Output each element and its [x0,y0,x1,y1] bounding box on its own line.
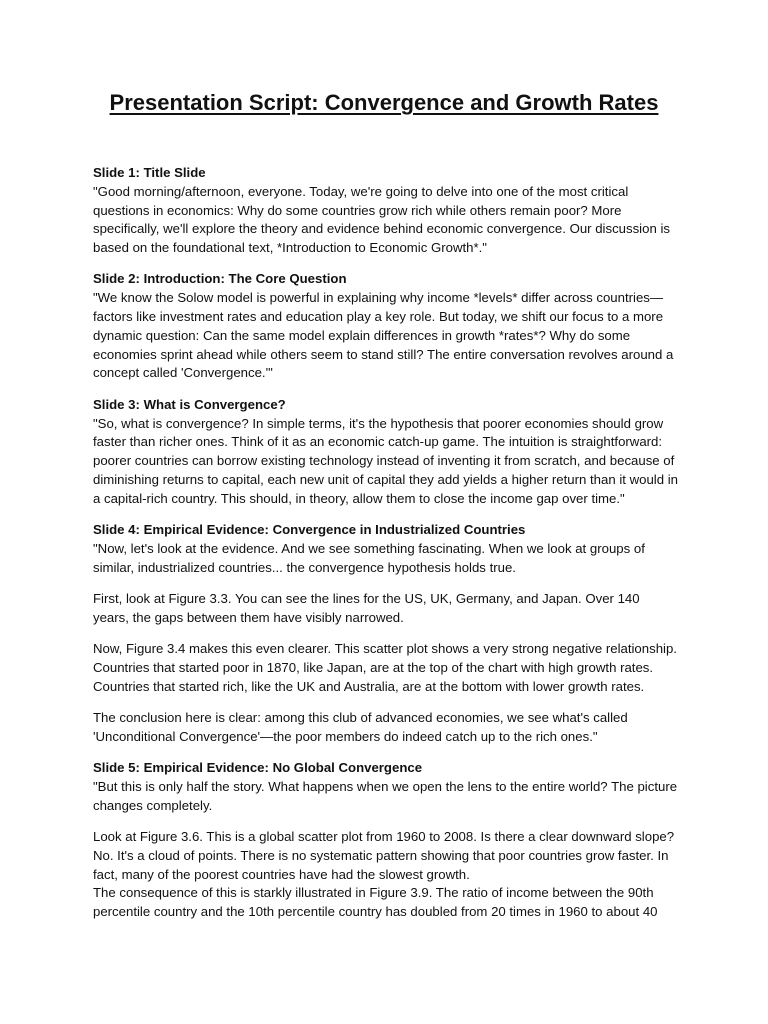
section-paragraph: Now, Figure 3.4 makes this even clearer. This scatter plot shows a very strong negative relationship. Countries that started poor in 1870, like Japan, are at the top of the chart with high growth rates. Countries that started rich, like the UK and Australia, are at the bottom with lower growth rates. [93,641,677,694]
section-paragraph: "But this is only half the story. What happens when we open the lens to the entire world? The picture changes completely. [93,778,678,813]
document-body [93,164,678,934]
section-paragraph: "We know the Solow model is powerful in explaining why income *levels* differ across countries—factors like investment rates and education play a key role. But today, we shift our focus to a more dynamic question: Can the same model explain differences in growth *rates*? Why do some economies sprint ahead while others seem to stand still? The entire conversation revolves around a concept called 'Convergence.'" [93,290,674,381]
section-slide-1 [93,164,678,258]
section-heading: Slide 5: Empirical Evidence: No Global Convergence [93,760,423,776]
section-paragraph: The conclusion here is clear: among this club of advanced economies, we see what's called 'Unconditional Convergence'—the poor members do indeed catch up to the rich ones." [93,709,628,744]
section-paragraph: Look at Figure 3.6. This is a global scatter plot from 1960 to 2008. Is there a clear downward slope? No. It's a cloud of points. There is no systematic pattern showing that poor countries grow faster. In fact, many of the poorest countries have had the slowest growth. [93,828,675,882]
section-slide-5 [93,759,678,922]
section-slide-3 [93,396,678,509]
section-paragraph: "So, what is convergence? In simple terms, it's the hypothesis that poorer economies should grow faster than richer ones. Think of it as an economic catch-up game. The intuition is straightforward: poorer countries can borrow existing technology instead of inventing it from scratch, and because of diminishing returns to capital, each new unit of capital they add yields a higher return than it would in a capital-rich country. This should, in theory, allow them to close the income gap over time." [93,415,678,506]
section-slide-2 [93,270,678,383]
section-paragraph: "Good morning/afternoon, everyone. Today, we're going to delve into one of the most critical questions in economics: Why do some countries grow rich while others remain poor? More specifically, we'll explore the theory and evidence behind economic convergence. Our discussion is based on the foundational text, *Introduction to Economic Growth*." [93,183,670,256]
section-heading: Slide 4: Empirical Evidence: Convergence in Industrialized Countries [93,522,526,538]
document-title [0,88,768,118]
section-heading: Slide 1: Title Slide [93,165,206,180]
section-paragraph: First, look at Figure 3.3. You can see the lines for the US, UK, Germany, and Japan. Over 140 years, the gaps between them have visibly narrowed. [93,590,640,625]
section-paragraph: "Now, let's look at the evidence. And we see something fascinating. When we look at groups of similar, industrialized countries... the convergence hypothesis holds true. [93,540,645,575]
section-heading: Slide 2: Introduction: The Core Question [93,271,347,287]
document-title-text: Presentation Script: Convergence and Growth Rates [109,90,659,115]
section-heading: Slide 3: What is Convergence? [93,396,286,412]
section-slide-4 [93,521,678,746]
section-paragraph: The consequence of this is starkly illustrated in Figure 3.9. The ratio of income between the 90th percentile country and the 10th percentile country has doubled from 20 times in 1960 to about 40 [93,885,658,920]
